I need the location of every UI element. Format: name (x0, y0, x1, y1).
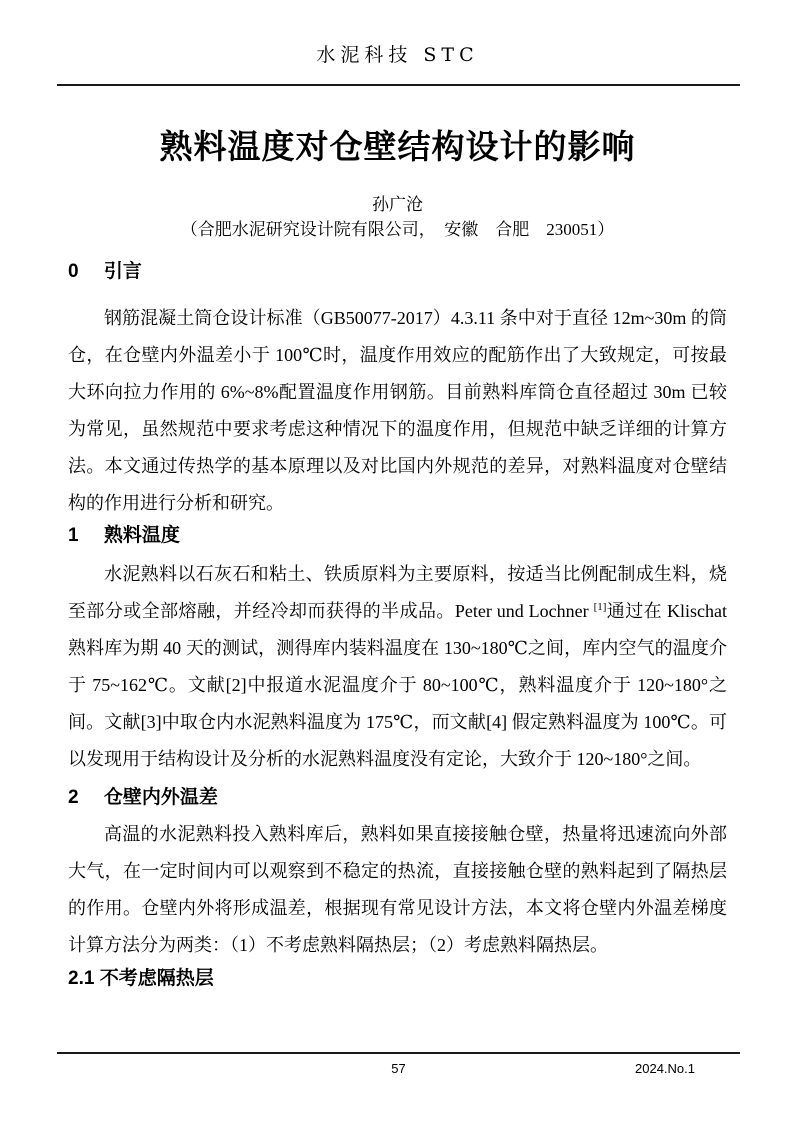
section-heading-clinker-temperature (68, 522, 727, 550)
author-name: 孙广沧 (372, 195, 423, 214)
page-number: 57 (391, 1061, 406, 1076)
journal-title: 水泥科技 STC (316, 44, 479, 66)
section-number: 2 (68, 787, 79, 808)
section-title: 熟料温度 (103, 525, 180, 546)
clinker-temperature-paragraph (68, 556, 727, 778)
section-heading-wall-temp-difference (68, 784, 727, 812)
section-title: 引言 (103, 261, 142, 282)
intro-paragraph: 钢筋混凝土筒仓设计标准（GB50077-2017）4.3.11 条中对于直径 12m~30m 的筒仓，在仓壁内外温差小于 100℃时，温度作用效应的配筋作出了大致规定，可按最大环向拉力作用的 6%~8%配置温度作用钢筋。目前熟料库筒仓直径超过 30m 已较为常见，虽然规范中要求考虑这种情况下的温度作用，但规范中缺乏详细的计算方法。本文通过传热学的基本原理以及对比国内外规范的差异，对熟料温度对仓壁结构的作用进行分析和研究。 (68, 308, 727, 513)
page-footer (57, 1052, 740, 1077)
section-heading-intro (68, 258, 727, 286)
section-number: 0 (68, 261, 79, 282)
author-affiliation: （合肥水泥研究设计院有限公司， 安徽 合肥 230051） (180, 220, 615, 239)
section-number: 1 (68, 525, 79, 546)
footer-rule (57, 1052, 740, 1054)
subsection-heading-no-insulation-layer: 2.1 不考虑隔热层 (68, 968, 214, 989)
paragraph-text-after-citation: 通过在 Klischat 熟料库为期 40 天的测试，测得库内装料温度在 130~180℃之间，库内空气的温度介于 75~162℃。文献[2]中报道水泥温度介于 80~100℃，熟料温度介于 120~180°之间。文献[3]中取仓内水泥熟料温度为 175℃，而文献[4] 假定熟料温度为 100℃。可以发现用于结构设计及分析的水泥熟料温度没有定论，大致介于 120~180°之间。 (68, 601, 727, 769)
paragraph-text-before-citation: 水泥熟料以石灰石和粘土、铁质原料为主要原料，按适当比例配制成生料，烧至部分或全部熔融，并经冷却而获得的半成品。Peter und Lochner (68, 564, 727, 621)
citation-mark: [1] (593, 601, 607, 613)
header-rule (57, 84, 740, 86)
article-title: 熟料温度对仓壁结构设计的影响 (159, 130, 636, 166)
section-title: 仓壁内外温差 (103, 787, 218, 808)
journal-header (68, 44, 727, 86)
wall-temp-difference-paragraph: 高温的水泥熟料投入熟料库后，熟料如果直接接触仓壁，热量将迅速流向外部大气，在一定时间内可以观察到不稳定的热流，直接接触仓壁的熟料起到了隔热层的作用。仓壁内外将形成温差，根据现有常见设计方法，本文将仓壁内外温差梯度计算方法分为两类：（1）不考虑熟料隔热层；（2）考虑熟料隔热层。 (68, 824, 727, 955)
issue-number: 2024.No.1 (635, 1061, 695, 1076)
